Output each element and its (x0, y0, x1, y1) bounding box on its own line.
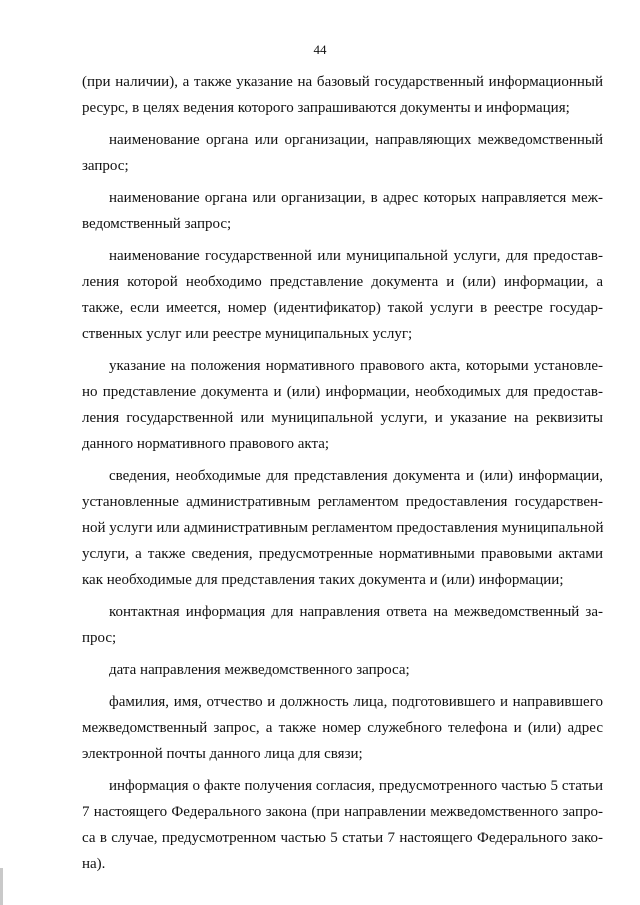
text-line: ления которой необходимо представление документа и (или) информации, а (82, 274, 603, 290)
text-line: ственных услуг или реестре муниципальных услуг; (82, 326, 413, 342)
text-line: межведомственный запрос, а также номер служебного телефона и (или) адрес (82, 720, 603, 736)
paragraph-3 (82, 185, 603, 237)
text-line: услуги, а также сведения, предусмотренные нормативными правовыми актами (82, 546, 603, 562)
paragraph-5 (82, 353, 603, 457)
text-line: данного нормативного правового акта; (82, 436, 330, 452)
text-line: фамилия, имя, отчество и должность лица, подготовившего и направившего (109, 694, 603, 710)
paragraph-2 (82, 127, 603, 179)
paragraph-7 (82, 599, 603, 651)
text-line: наименование государственной или муниципальной услуги, для предостав- (109, 248, 603, 264)
paragraph-10 (82, 773, 603, 877)
text-line: как необходимые для представления таких документа и (или) информации; (82, 572, 564, 588)
text-line: информация о факте получения согласия, предусмотренного частью 5 статьи (109, 778, 603, 794)
text-line: но представление документа и (или) информации, необходимых для предостав- (82, 384, 603, 400)
page-number: 44 (313, 42, 327, 57)
text-line: указание на положения нормативного правового акта, которыми установле- (109, 358, 603, 374)
text-line: ведомственный запрос; (82, 216, 232, 232)
text-line: запрос; (82, 158, 129, 174)
text-line: ресурс, в целях ведения которого запрашиваются документы и информация; (82, 100, 570, 116)
text-line: 7 настоящего Федерального закона (при направлении межведомственного запро- (82, 804, 603, 820)
text-line: наименование органа или организации, в адрес которых направляется меж- (109, 190, 603, 206)
paragraph-8 (82, 657, 603, 683)
document-body (82, 69, 603, 877)
paragraph-6 (82, 463, 603, 593)
text-line: сведения, необходимые для представления документа и (или) информации, (109, 468, 603, 484)
paragraph-1 (82, 69, 603, 121)
text-line: электронной почты данного лица для связи; (82, 746, 363, 762)
text-line: установленные административным регламентом предоставления государствен- (82, 494, 603, 510)
text-line: ления государственной или муниципальной услуги, и указание на реквизиты (82, 410, 603, 426)
paragraph-9 (82, 689, 603, 767)
text-line: са в случае, предусмотренном частью 5 статьи 7 настоящего Федерального зако- (82, 830, 603, 846)
text-line: контактная информация для направления ответа на межведомственный за- (109, 604, 603, 620)
text-line: прос; (82, 630, 117, 646)
text-line: дата направления межведомственного запроса; (109, 662, 410, 678)
text-line: на). (82, 856, 106, 872)
text-line: ной услуги или административным регламентом предоставления муниципальной (82, 520, 604, 536)
text-line: наименование органа или организации, направляющих межведомственный (109, 132, 603, 148)
scan-edge (0, 868, 3, 905)
text-line: (при наличии), а также указание на базовый государственный информационный (82, 74, 603, 90)
paragraph-4 (82, 243, 603, 347)
text-line: также, если имеется, номер (идентификатор) такой услуги в реестре государ- (82, 300, 603, 316)
